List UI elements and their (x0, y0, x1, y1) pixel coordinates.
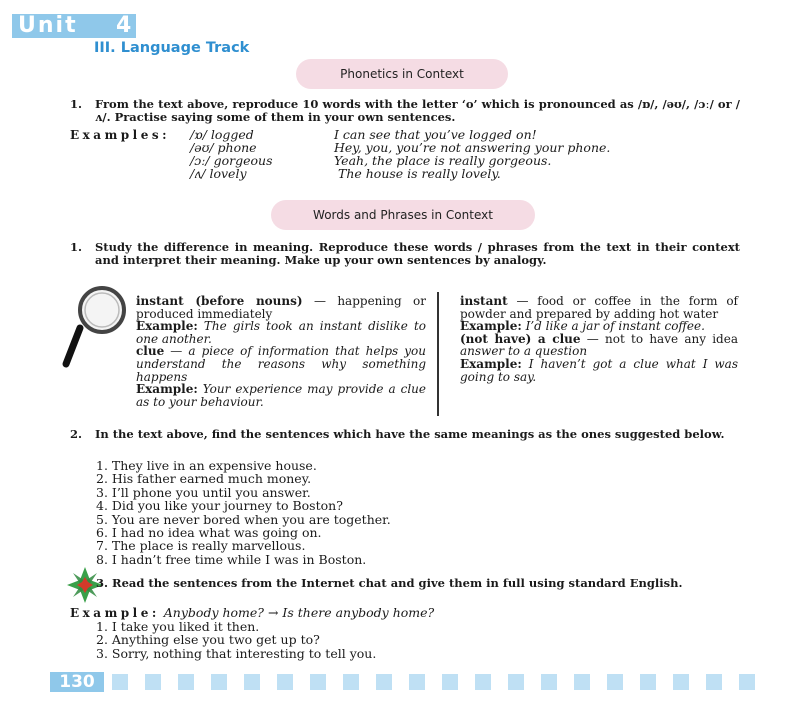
term: (not have) a clue (460, 331, 581, 346)
list-item: 1. I take you liked it then. (96, 619, 260, 634)
chat-example (70, 606, 434, 620)
task-number: 1. (70, 97, 83, 111)
example-label: Example: (136, 319, 198, 334)
term: clue (136, 344, 165, 359)
example-word: /əʊ/ phone (190, 140, 257, 155)
term: instant (before nouns) (136, 294, 303, 308)
words-task-3: 3. Read the sentences from the Internet chat and give them in full using standard English. (96, 576, 683, 590)
chat-list (96, 620, 376, 660)
example-label: Example: (460, 356, 522, 371)
column-divider (437, 292, 439, 416)
unit-label: Unit (18, 13, 78, 38)
phonetics-pill: Phonetics in Context (296, 59, 508, 89)
list-item: 1. They live in an expensive house. (96, 458, 317, 473)
term: instant (460, 294, 508, 308)
list-item: 3. I’ll phone you until you answer. (96, 484, 311, 500)
unit-badge (12, 14, 136, 38)
task-text: From the text above, reproduce 10 words with the letter ‘o’ which is pronounced as /ɒ/, /əʊ/, /ɔː/ or /ʌ/. Practise saying some of them in your own sentences. (95, 97, 740, 124)
examples-label: Examples: (70, 128, 171, 142)
task-number: 2. (70, 427, 83, 441)
sentence-list (96, 459, 391, 566)
list-item: 8. I hadn’t free time while I was in Boston. (96, 551, 367, 567)
example-sentence: I can see that you’ve logged on! (334, 127, 537, 142)
words-task-1 (70, 241, 740, 267)
definition-left: instant (before nouns) — happening or produced immediately Example: The girls took an instant dislike to one another. clue — a piece of information that helps you understand the reasons why something happens Example: Your experience may provide a clue as to your behaviour. (136, 294, 426, 409)
example-word: /ɔː/ gorgeous (190, 153, 273, 168)
section-title: III. Language Track (94, 40, 250, 56)
words-phrases-pill: Words and Phrases in Context (271, 200, 535, 230)
list-item: 7. The place is really marvellous. (96, 538, 306, 554)
page-number: 130 (50, 672, 104, 692)
words-task-2 (70, 428, 740, 441)
example-sentence: Yeah, the place is really gorgeous. (334, 153, 552, 168)
example-text: Anybody home? → Is there anybody home? (163, 605, 435, 620)
list-item: 6. I had no idea what was going on. (96, 525, 322, 541)
example-label: Example: (136, 382, 198, 397)
example-word: /ʌ/ lovely (190, 166, 247, 181)
task-text: In the text above, find the sentences which have the same meanings as the ones suggested below. (95, 427, 725, 441)
list-item: 4. Did you like your journey to Boston? (96, 498, 343, 514)
example-word: /ɒ/ logged (190, 127, 254, 142)
task-text: Study the difference in meaning. Reproduce these words / phrases from the text in their context and interpret their meaning. Make up your own sentences by analogy. (95, 240, 740, 267)
unit-number: 4 (116, 13, 134, 38)
footer-decoration (112, 674, 772, 690)
list-item: 5. You are never bored when you are together. (96, 511, 391, 527)
definition-right: instant — food or coffee in the form of powder and prepared by adding hot water Example: I’d like a jar of instant coffee. (not have) a clue — not to have any idea answer to a question Example: I haven’t got a clue what I was going to say. (460, 294, 738, 384)
example-sentence: The house is really lovely. (338, 166, 501, 181)
task-number: 1. (70, 240, 83, 254)
list-item: 2. Anything else you two get up to? (96, 632, 320, 648)
list-item: 2. His father earned much money. (96, 471, 312, 487)
magnifying-glass-icon (52, 282, 136, 372)
list-item: 3. Sorry, nothing that interesting to tell you. (96, 645, 377, 661)
example-label: Example: (460, 319, 522, 334)
example-label: Example: (70, 606, 160, 620)
example-sentence: Hey, you, you’re not answering your phone. (334, 140, 611, 155)
phonetics-task (70, 98, 740, 124)
